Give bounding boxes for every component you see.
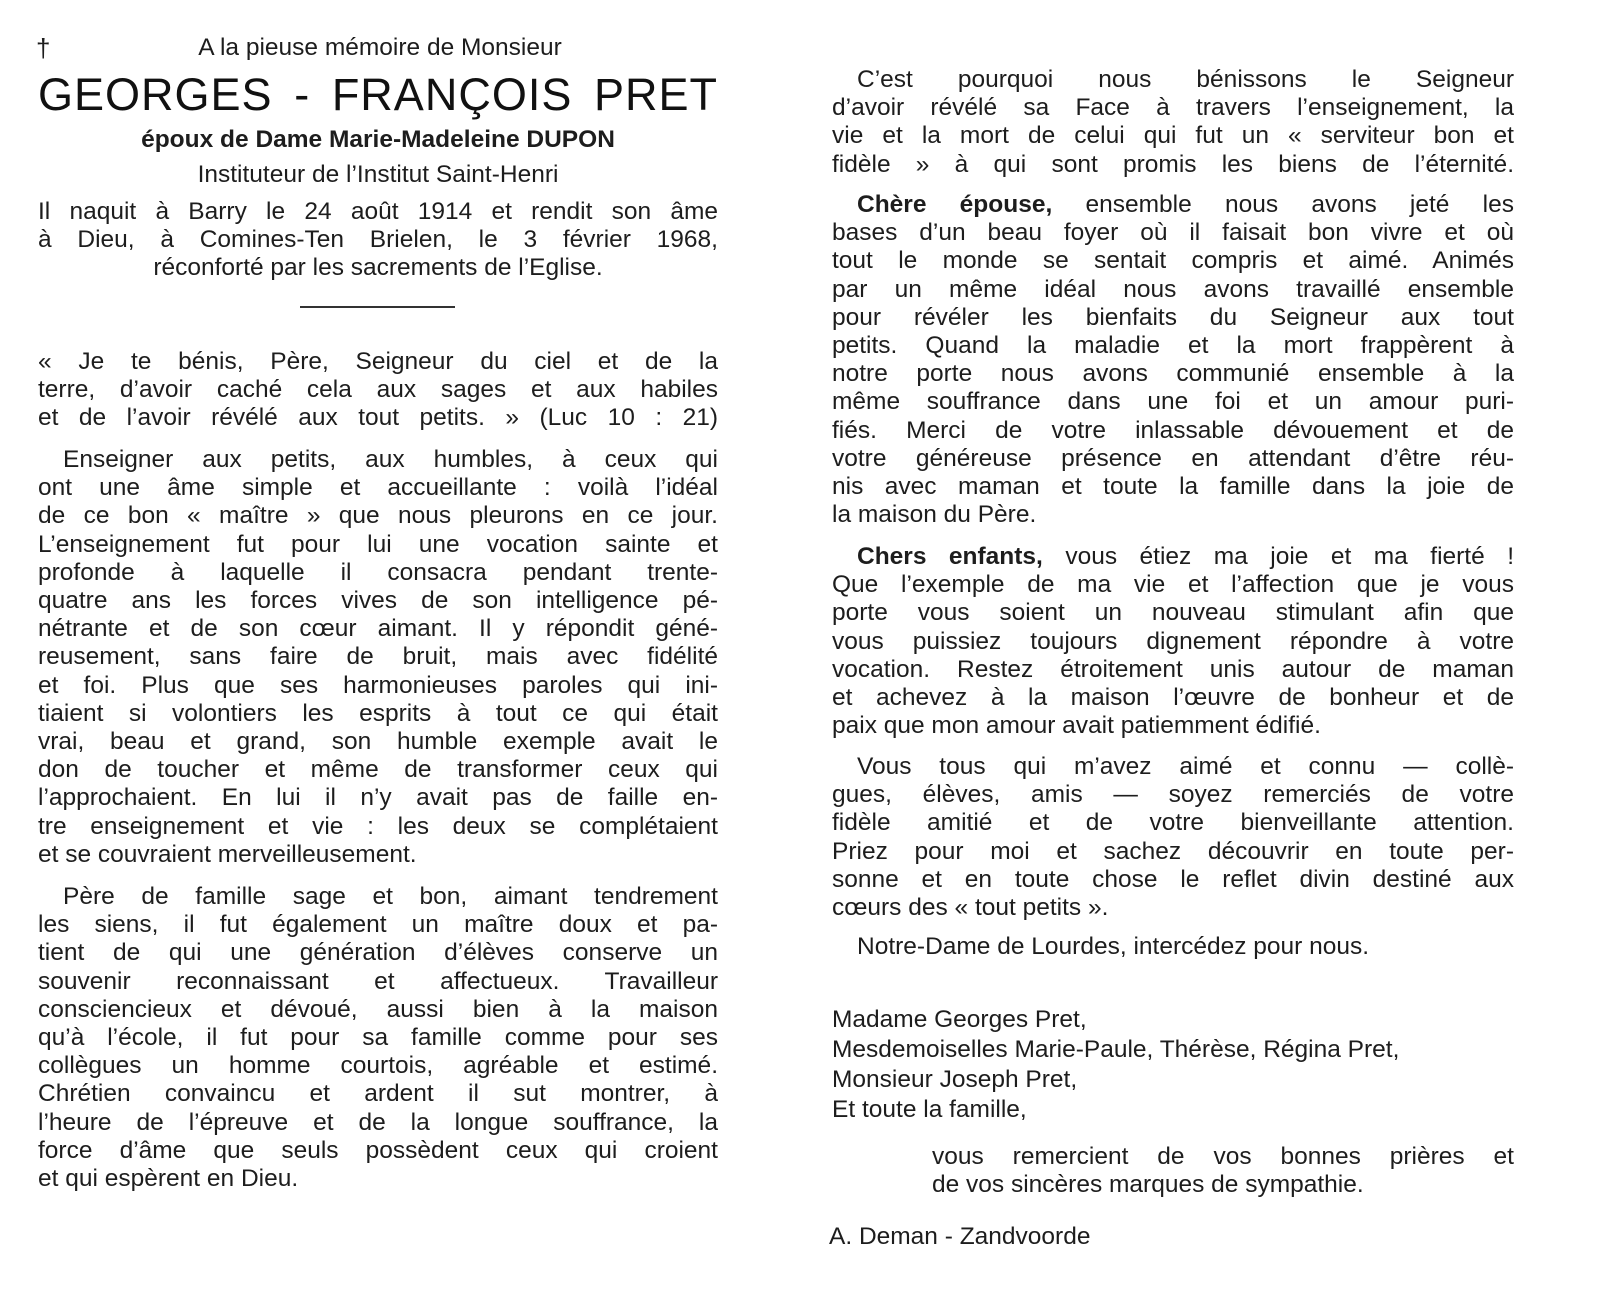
bio-line: Il naquit à Barry le 24 août 1914 et rendit son âme	[38, 198, 718, 225]
paragraph-line: « Je te bénis, Père, Seigneur du ciel et de la	[38, 348, 718, 375]
printer-credit: A. Deman - Zandvoorde	[829, 1223, 1091, 1250]
paragraph-line: nis avec maman et toute la famille dans la joie de	[832, 473, 1514, 500]
paragraph-line: vie et la mort de celui qui fut un « serviteur bon et	[832, 122, 1514, 150]
paragraph-text: vous étiez ma joie et ma fierté !	[1042, 543, 1515, 570]
paragraph-line: Priez pour moi et sachez découvrir en toute per-	[832, 837, 1514, 865]
paragraph-line: qu’à l’école, il fut pour sa famille comme pour ses	[38, 1024, 718, 1051]
cross-icon: †	[36, 33, 51, 63]
divider	[300, 306, 455, 308]
paragraph-line: et qui espèrent en Dieu.	[38, 1165, 299, 1192]
paragraph-line: les siens, il fut également un maître doux et pa-	[38, 911, 718, 939]
paragraph-line: par un même idéal nous avons travaillé ensemble	[832, 275, 1514, 303]
paragraph-line	[857, 543, 1514, 571]
paragraph-lead: Chers enfants,	[857, 543, 1043, 570]
paragraph-text: ensemble nous avons jeté les	[1052, 191, 1514, 218]
paragraph-lead: Chère épouse,	[857, 191, 1053, 218]
paragraph-line: terre, d’avoir caché cela aux sages et aux habiles	[38, 376, 718, 404]
paragraph-line: Vous tous qui m’avez aimé et connu — collè-	[857, 753, 1514, 780]
paragraph-line: fidèle amitié et de votre bienveillante attention.	[832, 809, 1514, 837]
paragraph-line: Notre-Dame de Lourdes, intercédez pour nous.	[857, 933, 1370, 960]
paragraph-line: vocation. Restez étroitement unis autour de maman	[832, 655, 1514, 683]
paragraph-line: L’enseignement fut pour lui une vocation sainte et	[38, 530, 718, 558]
paragraph-line: et de l’avoir révélé aux tout petits. » (Luc 10 : 21)	[38, 404, 718, 432]
paragraph-line: notre porte nous avons communié ensemble à la	[832, 360, 1514, 388]
paragraph-line: fidèle » à qui sont promis les biens de l’éternité.	[832, 150, 1514, 178]
paragraph-line: et achevez à la maison l’œuvre de bonheur et de	[832, 684, 1514, 711]
paragraph-line: Enseigner aux petits, aux humbles, à ceux qui	[63, 446, 718, 473]
paragraph-line: cœurs des « tout petits ».	[832, 894, 1109, 921]
paragraph-line: d’avoir révélé sa Face à travers l’enseignement, la	[832, 94, 1514, 122]
paragraph-line: Que l’exemple de ma vie et l’affection que je vous	[832, 571, 1514, 599]
paragraph-line: tient de qui une génération d’élèves conserve un	[38, 939, 718, 967]
paragraph-line: vrai, beau et grand, son humble exemple avait le	[38, 728, 718, 755]
paragraph-line: don de toucher et même de transformer ceux qui	[38, 756, 718, 784]
paragraph-line: porte vous soient un nouveau stimulant afin que	[832, 599, 1514, 627]
deceased-name: GEORGES - FRANÇOIS PRET	[38, 69, 718, 120]
paragraph-line: gues, élèves, amis — soyez remerciés de votre	[832, 781, 1514, 809]
paragraph-line: collègues un homme courtois, agréable et estimé.	[38, 1052, 718, 1080]
paragraph-line: la maison du Père.	[832, 501, 1037, 529]
profession-line: Instituteur de l’Institut Saint-Henri	[197, 161, 559, 188]
paragraph-line: fiés. Merci de votre inlassable dévouement et de	[832, 416, 1514, 444]
paragraph-line: tre enseignement et vie : les deux se complétaient	[38, 812, 718, 840]
paragraph-line: paix que mon amour avait patiemment édifié.	[832, 712, 1321, 740]
family-line: Monsieur Joseph Pret,	[832, 1066, 1078, 1093]
dedication: A la pieuse mémoire de Monsieur	[198, 34, 562, 61]
paragraph-line: l’approchaient. En lui il n’y avait pas de faille en-	[38, 784, 718, 812]
paragraph-line: Chrétien convaincu et ardent il sut montrer, à	[38, 1080, 718, 1108]
paragraph-line: et foi. Plus que ses harmonieuses paroles qui ini-	[38, 671, 718, 699]
paragraph-line: C’est pourquoi nous bénissons le Seigneur	[857, 66, 1514, 93]
paragraph-line	[857, 191, 1514, 219]
paragraph-line: petits. Quand la maladie et la mort frappèrent à	[832, 332, 1514, 359]
paragraph-line: profonde à laquelle il consacra pendant trente-	[38, 558, 718, 586]
paragraph-line: même souffrance dans une foi et un amour puri-	[832, 388, 1514, 416]
family-line: Mesdemoiselles Marie-Paule, Thérèse, Régina Pret,	[832, 1036, 1400, 1063]
thanks-line: vous remercient de vos bonnes prières et	[932, 1143, 1514, 1170]
paragraph-line: Père de famille sage et bon, aimant tendrement	[63, 883, 718, 910]
paragraph-line: souvenir reconnaissant et affectueux. Travailleur	[38, 967, 718, 995]
paragraph-line: bases d’un beau foyer où il faisait bon vivre et où	[832, 219, 1514, 247]
paragraph-line: de ce bon « maître » que nous pleurons en ce jour.	[38, 502, 718, 530]
paragraph-line: pour révéler les bienfaits du Seigneur aux tout	[832, 303, 1514, 331]
paragraph-line: force d’âme que seuls possèdent ceux qui croient	[38, 1136, 718, 1164]
paragraph-line: quatre ans les forces vives de son intelligence pé-	[38, 587, 718, 614]
paragraph-line: consciencieux et dévoué, aussi bien à la maison	[38, 995, 718, 1023]
paragraph-line: tiaient si volontiers les esprits à tout ce qui était	[38, 699, 718, 727]
paragraph-line: reusement, sans faire de bruit, mais avec fidélité	[38, 643, 718, 671]
family-line: Et toute la famille,	[832, 1096, 1027, 1123]
bio-line: réconforté par les sacrements de l’Eglise.	[153, 254, 603, 281]
family-line: Madame Georges Pret,	[832, 1006, 1087, 1033]
spouse-line: époux de Dame Marie-Madeleine DUPON	[141, 126, 615, 153]
paragraph-line: et se couvraient merveilleusement.	[38, 840, 417, 868]
paragraph-line: nétrante et de son cœur aimant. Il y répondit géné-	[38, 615, 718, 643]
bio-line: à Dieu, à Comines-Ten Brielen, le 3 février 1968,	[38, 226, 718, 253]
paragraph-line: ont une âme simple et accueillante : voilà l’idéal	[38, 474, 718, 502]
paragraph-line: l’heure de l’épreuve et de la longue souffrance, la	[38, 1108, 718, 1136]
paragraph-line: votre généreuse présence en attendant d’être réu-	[832, 444, 1514, 472]
paragraph-line: tout le monde se sentait compris et aimé. Animés	[832, 247, 1514, 275]
thanks-line: de vos sincères marques de sympathie.	[932, 1171, 1364, 1198]
paragraph-line: vous puissiez toujours dignement répondre à votre	[832, 627, 1514, 655]
paragraph-line: sonne et en toute chose le reflet divin destiné aux	[832, 865, 1514, 893]
